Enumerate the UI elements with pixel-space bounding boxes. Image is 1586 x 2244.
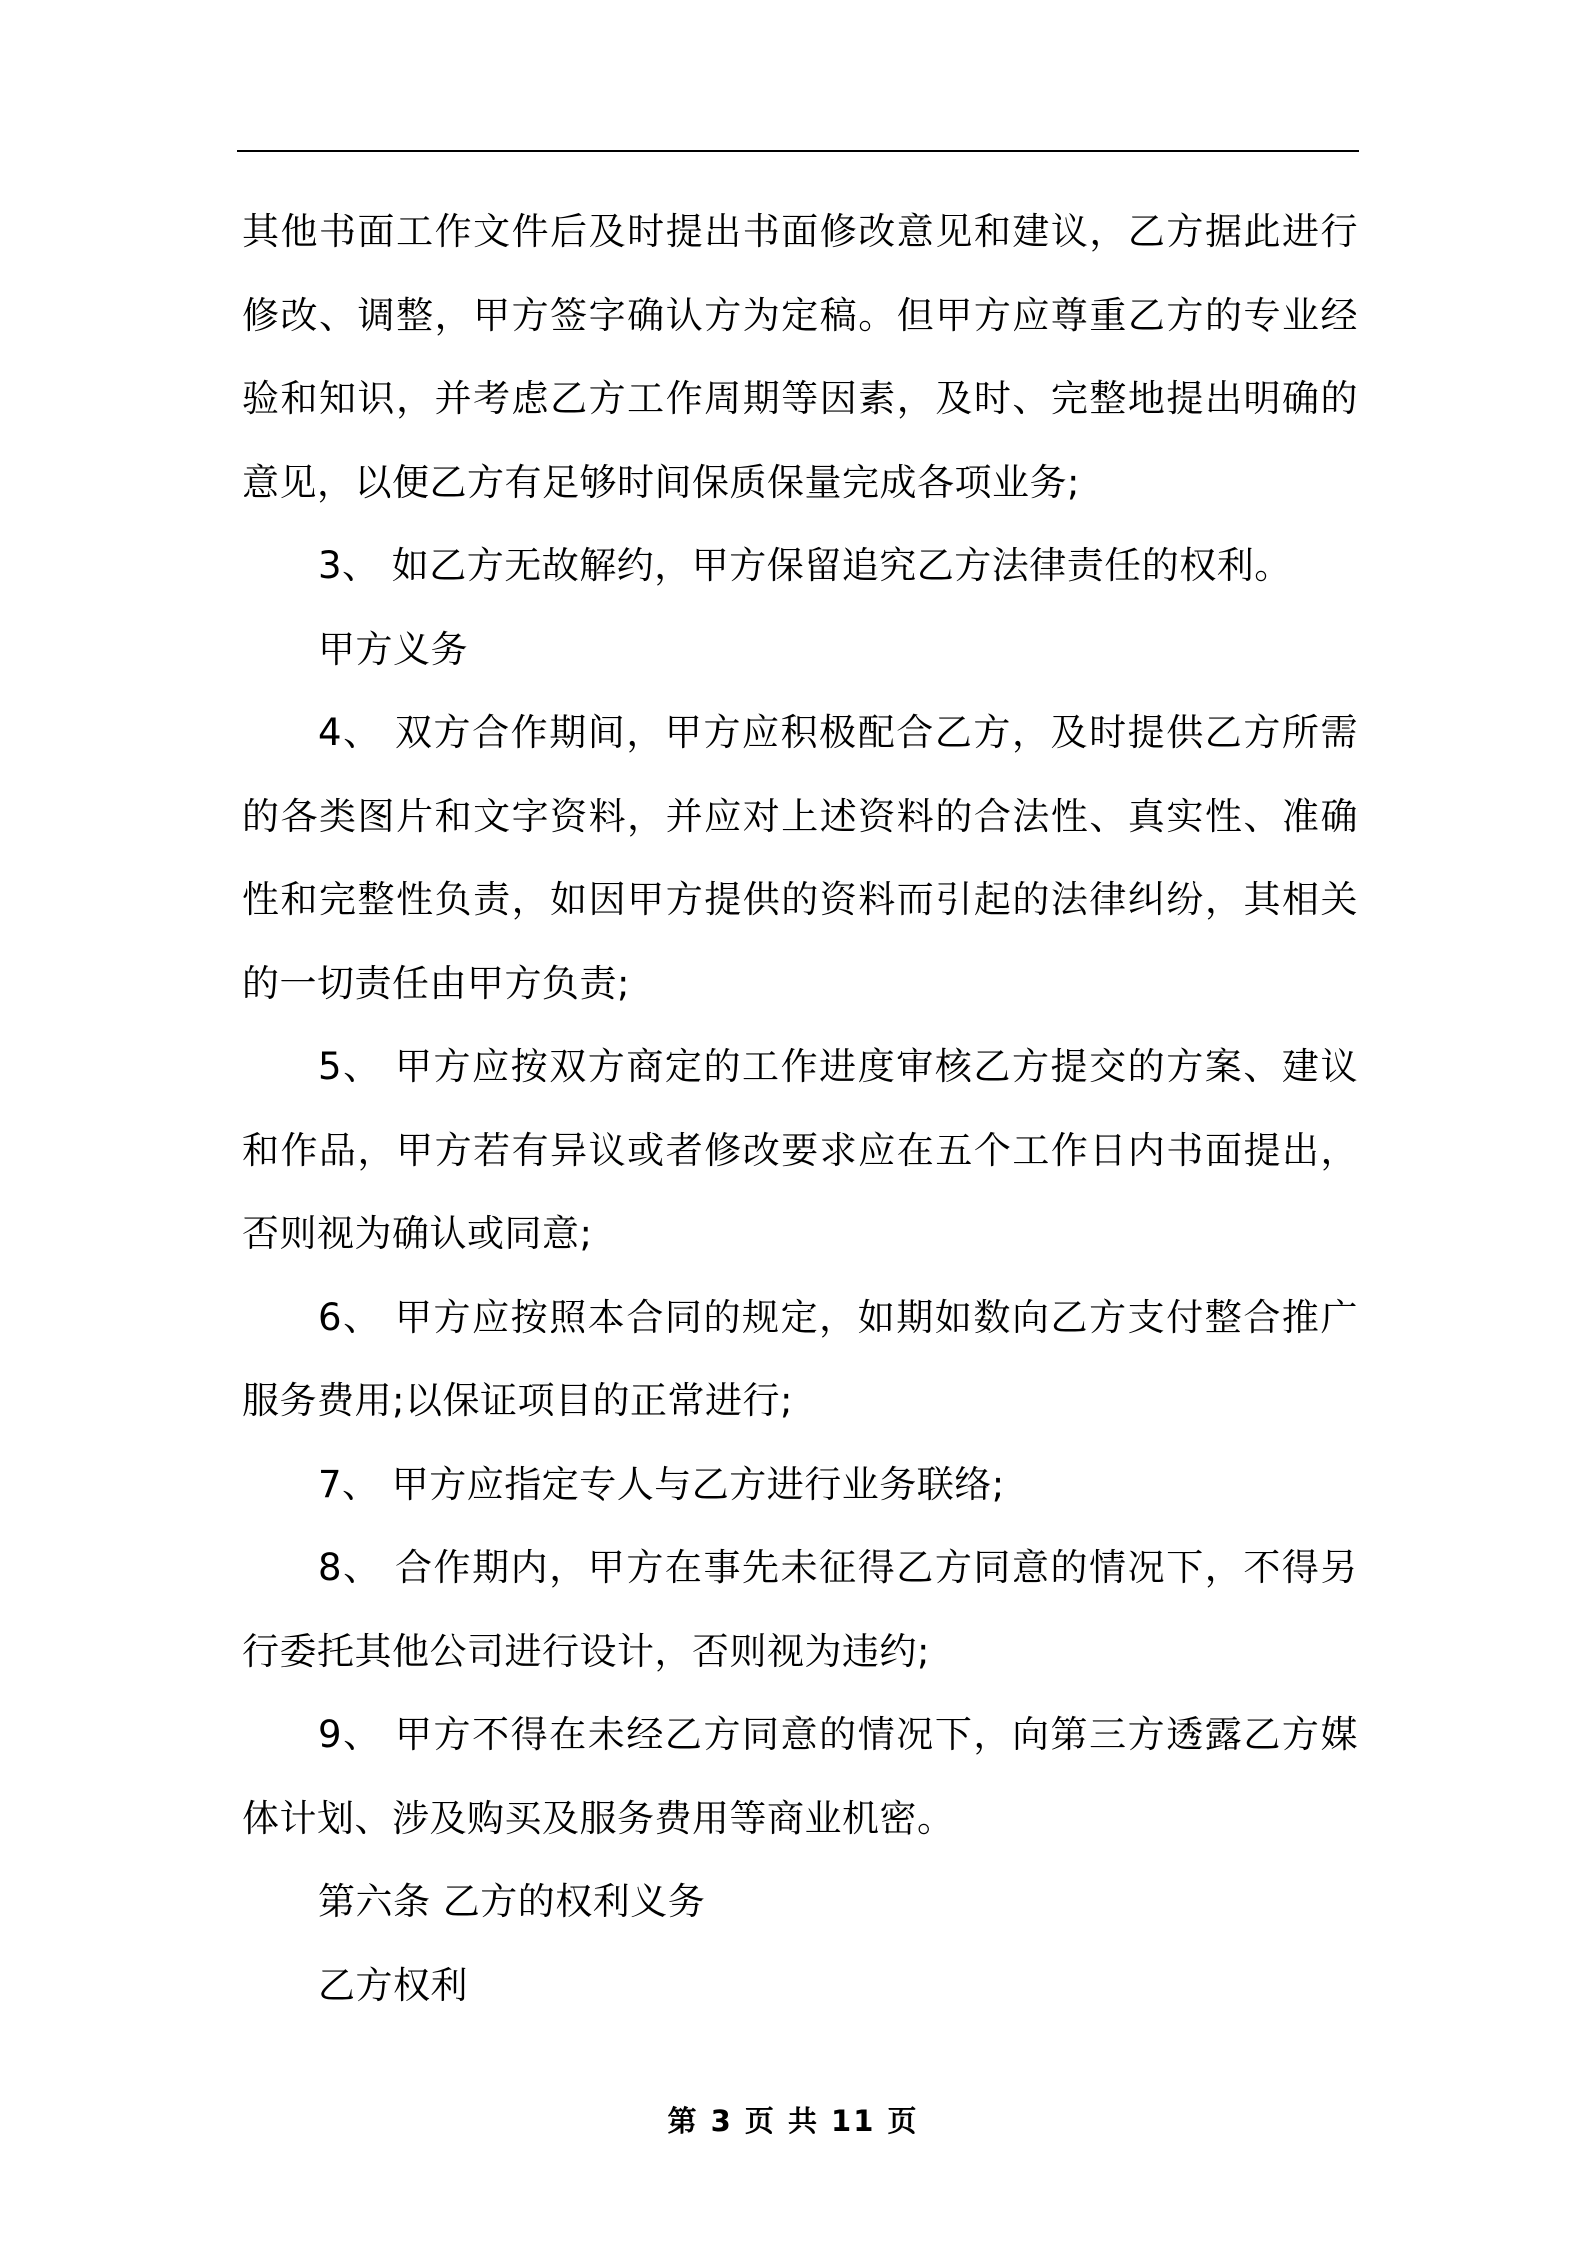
paragraph-continuation: 其他书面工作文件后及时提出书面修改意见和建议，乙方据此进行修改、调整，甲方签字确认方为定稿。但甲方应尊重乙方的专业经验和知识，并考虑乙方工作周期等因素，及时、完整地提出明确的意见，以便乙方有足够时间保质保量完成各项业务; (242, 210, 1358, 504)
clause-4: 4、 双方合作期间，甲方应积极配合乙方，及时提供乙方所需的各类图片和文字资料，并应对上述资料的合法性、真实性、准确性和完整性负责，如因甲方提供的资料而引起的法律纠纷，其相关的一切责任由甲方负责; (242, 711, 1358, 1005)
clause-5: 5、 甲方应按双方商定的工作进度审核乙方提交的方案、建议和作品，甲方若有异议或者修改要求应在五个工作日内书面提出，否则视为确认或同意; (242, 1045, 1358, 1255)
header-rule (237, 150, 1359, 152)
clause-7: 7、 甲方应指定专人与乙方进行业务联络; (318, 1462, 1005, 1506)
article-6-heading: 第六条 乙方的权利义务 (318, 1880, 706, 1923)
clause-8: 8、 合作期内，甲方在事先未征得乙方同意的情况下，不得另行委托其他公司进行设计，否则视为违约; (242, 1546, 1358, 1673)
section-heading-party-b-rights: 乙方权利 (318, 1963, 468, 2007)
clause-9: 9、 甲方不得在未经乙方同意的情况下，向第三方透露乙方媒体计划、涉及购买及服务费用等商业机密。 (242, 1713, 1358, 1840)
clause-3: 3、 如乙方无故解约，甲方保留追究乙方法律责任的权利。 (318, 544, 1292, 587)
section-heading-party-a-obligations: 甲方义务 (318, 627, 468, 671)
clause-6: 6、 甲方应按照本合同的规定，如期如数向乙方支付整合推广服务费用;以保证项目的正常进行; (242, 1295, 1358, 1422)
document-body (242, 190, 1358, 2027)
page-number-footer: 第 3 页 共 11 页 (667, 2104, 919, 2138)
